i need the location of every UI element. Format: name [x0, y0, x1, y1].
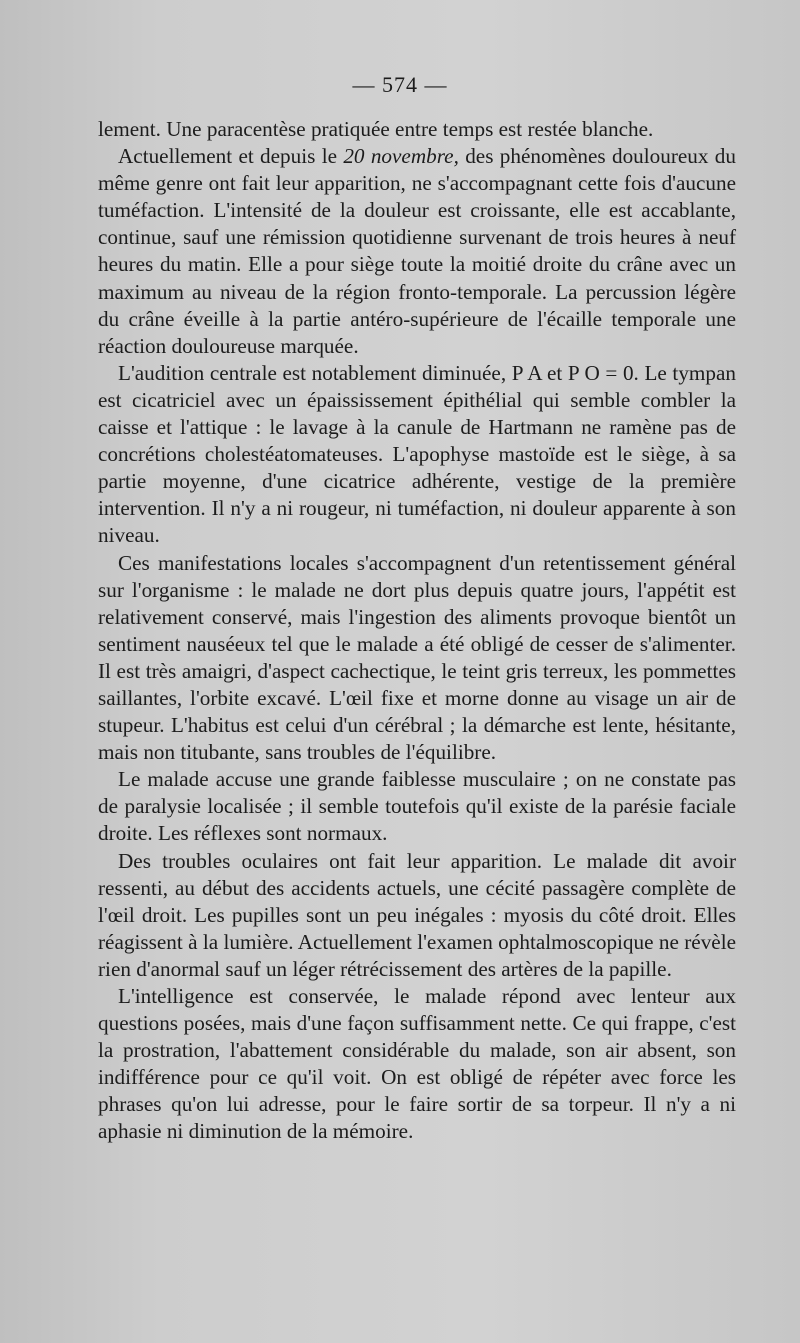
paragraph-audition — [98, 360, 736, 550]
page-number: — 574 — — [352, 72, 448, 97]
paragraph-text: Actuellement et depuis le — [118, 144, 344, 169]
paragraph-text: L'audition centrale est notablement diminuée, P A et P O = 0. Le tympan est cicatriciel avec un épaississement épithélial qui semble combler la caisse et l'attique : le lavage à la canule de Hartmann ne ramène pas de concrétions cholestéatomateuses. L'apophyse mastoïde est le siège, à sa partie moyenne, d'une cicatrice adhérente, vestige de la première intervention. Il n'y a ni rougeur, ni tuméfaction, ni douleur apparente à son niveau. — [98, 360, 736, 548]
paragraph-text: lement. Une paracentèse pratiquée entre temps est restée blanche. — [98, 117, 654, 141]
paragraph-text: Des troubles oculaires ont fait leur apparition. Le malade dit avoir ressenti, au début des accidents actuels, une cécité passagère complète de l'œil droit. Les pupilles sont un peu inégales : myosis du côté droit. Elles réagissent à la lumière. Actuellement l'examen ophtalmoscopique ne révèle rien d'anormal sauf un léger rétrécissement des artères de la papille. — [98, 848, 736, 981]
date-emphasis: 20 novembre, — [343, 144, 459, 169]
paragraph-text: Ces manifestations locales s'accompagnent d'un retentissement général sur l'organisme : le malade ne dort plus depuis quatre jours, l'appétit est relativement conservé, mais l'ingestion des aliments provoque bientôt un sentiment nauséeux tel que le malade a été obligé de cesser de s'alimenter. Il est très amaigri, d'aspect cachectique, le teint gris terreux, les pommettes saillantes, l'orbite excavé. L'œil fixe et morne donne au visage un air de stupeur. L'habitus est celui d'un cérébral ; la démarche est lente, hésitante, mais non titubante, sans troubles de l'équilibre. — [98, 550, 736, 765]
paragraph-current-symptoms — [98, 143, 736, 360]
paragraph-text: L'intelligence est conservée, le malade répond avec lenteur aux questions posées, mais d'une façon suffisamment nette. Ce qui frappe, c'est la prostration, l'abattement considérable du malade, son air absent, son indifférence pour ce qu'il voit. On est obligé de répéter avec force les phrases qu'on lui adresse, pour le faire sortir de sa torpeur. Il n'y a ni aphasie ni diminution de la mémoire. — [98, 984, 736, 1144]
paragraph-ocular-troubles — [98, 848, 736, 983]
paragraph-text: des phénomènes douloureux du même genre ont fait leur apparition, ne s'accompagnant cette fois d'aucune tuméfaction. L'intensité de la douleur est croissante, elle est accablante, continue, sauf une rémission quotidienne survenant de trois heures à neuf heures du matin. Elle a pour siège toute la moitié droite du crâne avec un maximum au niveau de la région fronto-temporale. La percussion légère du crâne éveille à la partie antéro-supérieure de l'écaille temporale une réaction douloureuse marquée. — [98, 144, 736, 358]
body-text — [98, 116, 736, 1146]
paragraph-general-effects — [98, 550, 736, 767]
paragraph-continuation — [98, 116, 736, 143]
paragraph-muscular-weakness — [98, 766, 736, 847]
paragraph-text: Le malade accuse une grande faiblesse musculaire ; on ne constate pas de paralysie localisée ; il semble toutefois qu'il existe de la parésie faciale droite. Les réflexes sont normaux. — [98, 767, 736, 846]
paragraph-intelligence — [98, 983, 736, 1146]
